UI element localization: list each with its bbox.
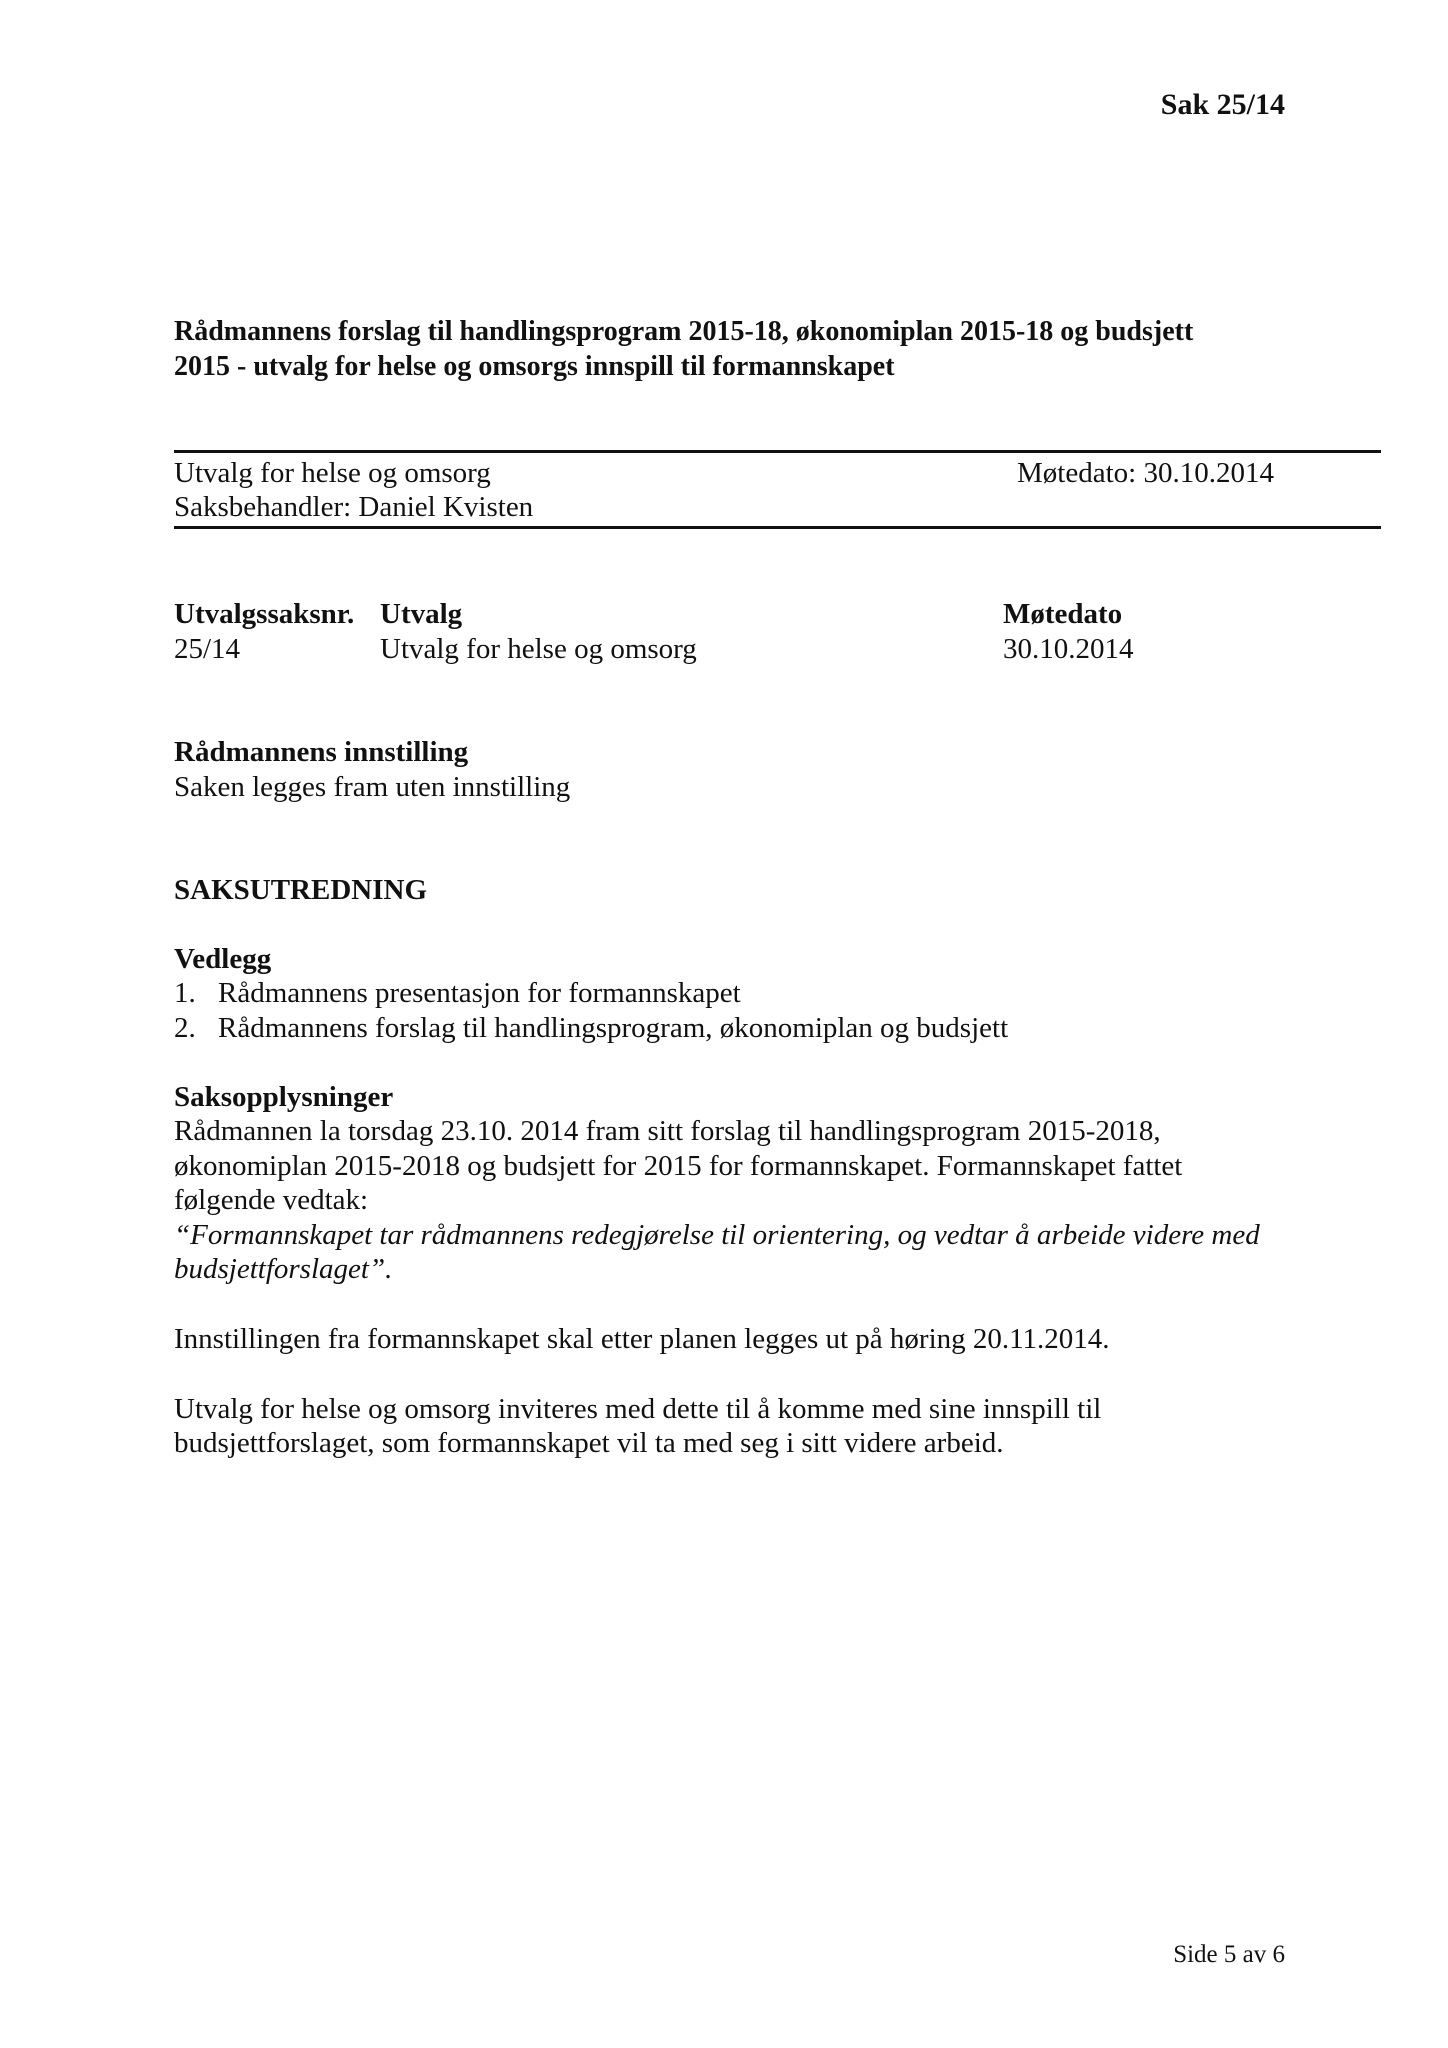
case-info-line: økonomiplan 2015-2018 og budsjett for 2015 for formannskapet. Formannskapet fattet	[174, 1150, 1183, 1182]
case-info-quote-line: “Formannskapet tar rådmannens redegjørelse til orientering, og vedtar å arbeide videre med	[174, 1219, 1260, 1251]
meta-committee: Utvalg for helse og omsorg	[174, 457, 491, 489]
case-info-paragraph: Innstillingen fra formannskapet skal etter planen legges ut på høring 20.11.2014.	[174, 1323, 1110, 1355]
case-info-heading: Saksopplysninger	[174, 1081, 394, 1113]
case-info-quote-line: budsjettforslaget”.	[174, 1253, 393, 1285]
table-cell-committee: Utvalg for helse og omsorg	[380, 633, 697, 665]
attachments-heading: Vedlegg	[174, 943, 272, 975]
table-header-case-no: Utvalgssaksnr.	[174, 598, 355, 630]
attachment-item-number: 1.	[174, 977, 196, 1009]
table-header-committee: Utvalg	[380, 598, 463, 630]
table-header-meeting-date: Møtedato	[1003, 598, 1123, 630]
case-info-paragraph-line: budsjettforslaget, som formannskapet vil ta med seg i sitt videre arbeid.	[174, 1427, 1004, 1459]
table-cell-case-no: 25/14	[174, 633, 241, 665]
meta-meeting-date: Møtedato: 30.10.2014	[1017, 457, 1274, 489]
case-number: Sak 25/14	[1160, 88, 1285, 121]
attachment-item-text: Rådmannens forslag til handlingsprogram, økonomiplan og budsjett	[218, 1012, 1009, 1044]
case-info-line: Rådmannen la torsdag 23.10. 2014 fram sitt forslag til handlingsprogram 2015-2018,	[174, 1115, 1161, 1147]
saksutredning-heading: SAKSUTREDNING	[174, 874, 427, 906]
attachment-item-number: 2.	[174, 1012, 196, 1044]
case-info-paragraph-line: Utvalg for helse og omsorg inviteres med dette til å komme med sine innspill til	[174, 1393, 1102, 1425]
case-info-line: følgende vedtak:	[174, 1184, 369, 1216]
table-cell-meeting-date: 30.10.2014	[1003, 633, 1134, 665]
page-number: Side 5 av 6	[1173, 1941, 1285, 1968]
title-line-1: Rådmannens forslag til handlingsprogram 2015-18, økonomiplan 2015-18 og budsjett	[174, 316, 1194, 347]
meta-bottom-rule	[174, 526, 1381, 529]
meta-case-officer: Saksbehandler: Daniel Kvisten	[174, 491, 534, 523]
document-title	[174, 314, 1294, 384]
meta-top-rule	[174, 450, 1381, 453]
title-line-2: 2015 - utvalg for helse og omsorgs innspill til formannskapet	[174, 351, 895, 382]
attachment-item-text: Rådmannens presentasjon for formannskapet	[218, 977, 741, 1009]
recommendation-heading: Rådmannens innstilling	[174, 736, 469, 768]
recommendation-text: Saken legges fram uten innstilling	[174, 771, 571, 803]
